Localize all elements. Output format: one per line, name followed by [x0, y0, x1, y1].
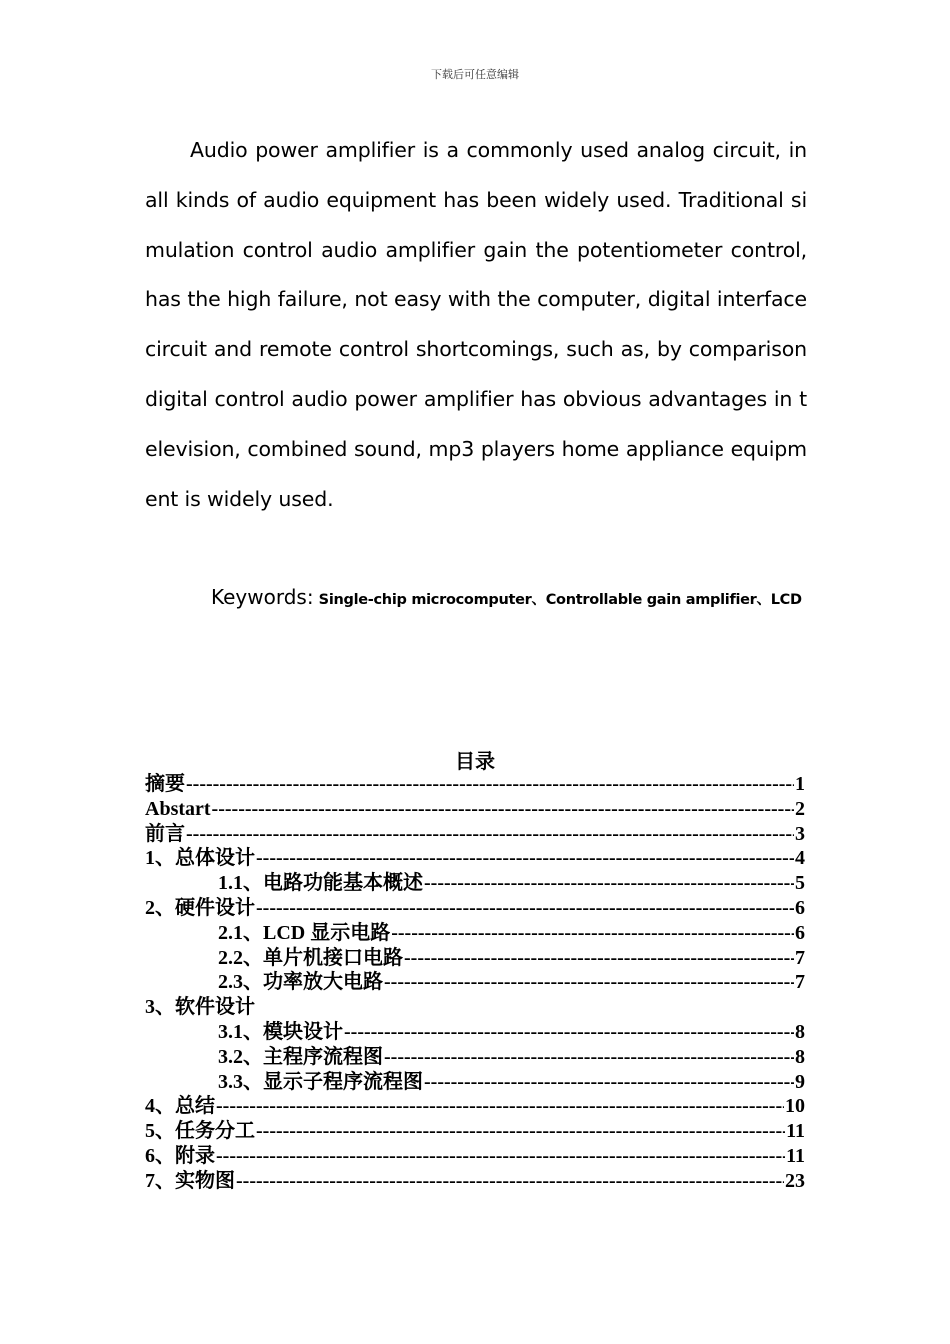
toc-entry-label: 3、软件设计: [145, 996, 255, 1019]
toc-entry-page: 6: [795, 896, 805, 919]
toc-entry-page: 6: [795, 921, 805, 944]
toc-entry-label: 2、硬件设计: [145, 896, 255, 919]
toc-leader: [424, 871, 794, 896]
toc-leader: [256, 1119, 785, 1144]
toc-entry-preface[interactable]: [145, 822, 805, 847]
toc-entry-page: 4: [795, 847, 805, 870]
toc-leader: [424, 1070, 794, 1095]
toc-entry-label: 2.3、功率放大电路: [218, 971, 383, 994]
toc-entry-hardware-design[interactable]: [145, 896, 805, 921]
toc-entry-label: 4、总结: [145, 1095, 215, 1118]
toc-leader: [256, 896, 794, 921]
toc-entry-label: 2.1、LCD 显示电路: [218, 921, 391, 944]
toc-entry-label: 3.1、模块设计: [218, 1020, 343, 1043]
toc-entry-page: 11: [786, 1120, 805, 1143]
toc-leader: [216, 1094, 784, 1119]
toc-entry-page: 8: [795, 1045, 805, 1068]
toc-entry-label: 3.2、主程序流程图: [218, 1045, 383, 1068]
toc-leader: [391, 921, 794, 946]
toc-entry-main-flowchart[interactable]: [145, 1045, 805, 1070]
toc-entry-label: 5、任务分工: [145, 1120, 255, 1143]
toc-leader: [186, 772, 794, 797]
toc-entry-label: 2.2、单片机接口电路: [218, 946, 403, 969]
toc-entry-label: Abstart: [145, 797, 211, 820]
toc-leader: [256, 846, 794, 871]
toc-leader: [216, 1144, 785, 1169]
toc-leader: [404, 946, 794, 971]
table-of-contents: [145, 772, 805, 1194]
abstract-text: Audio power amplifier is a commonly used analog circuit, in all kinds of audio equipment has been widely used. Traditional simulation control audio amplifier gain the potentiometer control, has the high failure, not easy with the computer, digital interface circuit and remote control shortcomings, such as, by comparison digital control audio power amplifier has obvious advantages in television, combined sound, mp3 players home appliance equipment is widely used.: [145, 138, 807, 511]
toc-entry-page: 23: [785, 1169, 805, 1192]
toc-entry-page: 7: [795, 946, 805, 969]
toc-entry-software-design[interactable]: [145, 995, 805, 1020]
toc-entry-label: 1、总体设计: [145, 847, 255, 870]
toc-leader: [384, 970, 794, 995]
toc-entry-label: 摘要: [145, 773, 185, 795]
toc-entry-power-amp[interactable]: [145, 970, 805, 995]
toc-entry-label: 前言: [145, 822, 185, 845]
toc-entry-page: 9: [795, 1070, 805, 1093]
toc-entry-task-division[interactable]: [145, 1119, 805, 1144]
toc-entry-page: 7: [795, 971, 805, 994]
page-header-note: 下载后可任意编辑: [431, 68, 519, 81]
toc-title: 目录: [455, 749, 495, 773]
toc-entry-abstract-cn[interactable]: [145, 772, 805, 797]
toc-entry-abstract-en[interactable]: [145, 797, 805, 822]
toc-leader: [212, 797, 794, 822]
toc-entry-physical-photo[interactable]: [145, 1169, 805, 1194]
toc-entry-display-flowchart[interactable]: [145, 1070, 805, 1095]
toc-leader: [236, 1169, 784, 1194]
keywords-label: Keywords:: [211, 585, 314, 609]
toc-entry-label: 7、实物图: [145, 1169, 235, 1192]
keywords-list: Single-chip microcomputer、Controllable gain amplifier、LCD: [318, 592, 802, 608]
toc-entry-module-design[interactable]: [145, 1020, 805, 1045]
toc-entry-label: 6、附录: [145, 1144, 215, 1167]
toc-entry-lcd-circuit[interactable]: [145, 921, 805, 946]
toc-entry-page: 10: [785, 1095, 805, 1118]
toc-leader: [344, 1020, 794, 1045]
toc-entry-page: 11: [786, 1144, 805, 1167]
toc-entry-label: 1.1、电路功能基本概述: [218, 872, 423, 895]
toc-entry-page: 3: [795, 822, 805, 845]
abstract-paragraph: [145, 126, 807, 524]
toc-entry-appendix[interactable]: [145, 1144, 805, 1169]
toc-entry-page: 5: [795, 872, 805, 895]
toc-leader: [186, 822, 794, 847]
toc-entry-summary[interactable]: [145, 1094, 805, 1119]
keywords-line: [178, 580, 838, 618]
toc-leader: [384, 1045, 794, 1070]
toc-entry-page: 8: [795, 1020, 805, 1043]
toc-entry-mcu-interface[interactable]: [145, 946, 805, 971]
toc-entry-page: 1: [795, 773, 805, 795]
toc-entry-overall-design[interactable]: [145, 846, 805, 871]
toc-entry-circuit-overview[interactable]: [145, 871, 805, 896]
toc-entry-label: 3.3、显示子程序流程图: [218, 1070, 423, 1093]
toc-entry-page: 2: [795, 797, 805, 820]
